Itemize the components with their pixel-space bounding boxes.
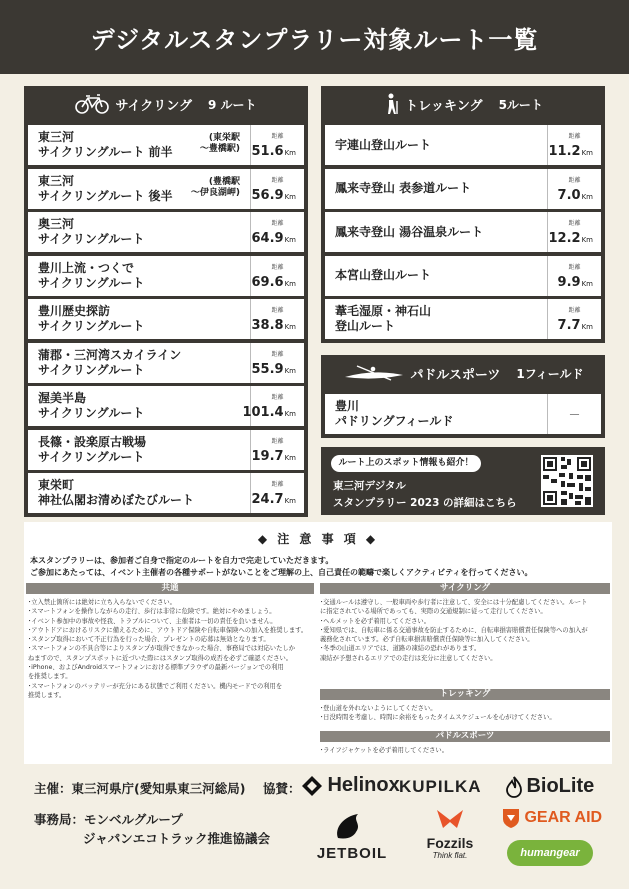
gearaid-logo: GEAR AID bbox=[502, 807, 602, 829]
distance-unit: Km bbox=[581, 192, 593, 201]
distance-label: 距離 bbox=[271, 307, 284, 314]
route-name-line-1: 葦毛湿原・神石山 bbox=[335, 304, 432, 318]
notice-item: ･iPhone、およびAndroidスマートフォンにおける標準ブラウザの最新バージョンでの利用 bbox=[28, 664, 284, 672]
cycling-notice-heading: サイクリング bbox=[320, 583, 610, 594]
route-name-line-1: 蒲郡・三河湾スカイライン bbox=[38, 347, 182, 362]
distance-number: 55.9 bbox=[251, 361, 284, 377]
distance-label: 距離 bbox=[568, 220, 581, 227]
route-row[interactable] bbox=[28, 169, 304, 209]
distance-label: 距離 bbox=[271, 220, 284, 227]
distance-value bbox=[549, 231, 594, 246]
route-name bbox=[325, 399, 453, 429]
notice-item: を推奨します。 bbox=[28, 673, 72, 681]
distance-label: 距離 bbox=[568, 133, 581, 140]
route-section-from: (豊橋駅 bbox=[208, 176, 240, 187]
page-header bbox=[0, 0, 629, 74]
distance-value bbox=[252, 318, 297, 333]
distance-cell bbox=[250, 473, 304, 513]
route-name-line-1: 渥美半島 bbox=[38, 391, 87, 405]
distance-cell bbox=[250, 212, 304, 252]
distance-label: 距離 bbox=[271, 394, 284, 401]
distance-number: 7.7 bbox=[557, 318, 581, 333]
route-row[interactable] bbox=[325, 394, 601, 434]
helinox-mark-icon bbox=[301, 775, 323, 797]
distance-number: 51.6 bbox=[251, 144, 284, 159]
distance-cell bbox=[547, 169, 601, 209]
notice-item: ･スマートフォンの不具合等によりスタンプが取得できなかった場合、事務局では対応いたしか bbox=[28, 645, 295, 653]
distance-number: 69.6 bbox=[251, 274, 284, 290]
route-row[interactable] bbox=[28, 212, 304, 252]
trekking-header bbox=[321, 86, 605, 122]
route-row[interactable] bbox=[28, 125, 304, 165]
route-row[interactable] bbox=[28, 386, 304, 426]
common-list bbox=[28, 598, 314, 700]
route-section-to: ～豊橋駅) bbox=[199, 144, 240, 154]
route-name-line-1: 東栄町 bbox=[38, 478, 75, 492]
route-name bbox=[325, 225, 483, 240]
distance-label: 距離 bbox=[271, 350, 284, 358]
distance-value bbox=[558, 188, 593, 203]
distance-unit: Km bbox=[284, 410, 296, 418]
route-name bbox=[325, 181, 471, 196]
cycling-notice-list bbox=[320, 598, 610, 663]
route-name bbox=[28, 435, 146, 465]
distance-number: 19.7 bbox=[251, 448, 284, 464]
distance-label: 距離 bbox=[568, 176, 581, 184]
distance-number: 64.9 bbox=[251, 231, 284, 246]
notice-item: ねますので、スタンプスポットに近づいた際にはスタンプ取得の成否を必ずご確認ください。 bbox=[28, 654, 293, 662]
distance-unit: Km bbox=[581, 323, 593, 331]
route-name-line-2: 神社仏閣お清めぼたびルート bbox=[38, 493, 195, 507]
distance-unit: Km bbox=[284, 279, 296, 288]
distance-unit: Km bbox=[284, 366, 296, 375]
distance-label: 距離 bbox=[271, 176, 284, 184]
distance-unit: Km bbox=[284, 192, 296, 201]
jetboil-flame-icon bbox=[332, 812, 372, 840]
route-section-from: (東栄駅 bbox=[208, 133, 240, 143]
distance-value bbox=[252, 231, 297, 246]
jetboil-logo: JETBOIL bbox=[302, 812, 402, 862]
route-name-line-1: 東三河 bbox=[38, 173, 75, 188]
distance-value bbox=[252, 362, 297, 377]
distance-cell bbox=[547, 125, 601, 165]
route-name bbox=[28, 130, 173, 160]
distance-label: 距離 bbox=[271, 437, 284, 445]
notice-item: 義務化されています。必ず自転車損害賠償責任保険等に加入してください。 bbox=[320, 636, 534, 644]
route-name-line-1: 東三河 bbox=[38, 130, 75, 144]
distance-value bbox=[252, 449, 297, 464]
route-name bbox=[28, 478, 194, 508]
notice-intro-2: ご参加にあたっては、イベント主催者の各種サポートがないことをご理解の上、自己責任の範疇で楽しくアクティビティを行ってください。 bbox=[30, 568, 533, 577]
office-line-2: ジャパンエコトラック推進協議会 bbox=[83, 831, 271, 846]
distance-value bbox=[558, 318, 593, 333]
trekking-route-list bbox=[321, 121, 605, 343]
distance-number: 56.9 bbox=[251, 187, 284, 203]
route-name-line-2: 登山ルート bbox=[335, 319, 396, 333]
distance-number: 24.7 bbox=[251, 492, 284, 507]
distance-unit: Km bbox=[284, 453, 296, 462]
promo-badge: ルート上のスポット情報も紹介！ bbox=[331, 455, 481, 472]
distance-value bbox=[549, 144, 594, 159]
qr-code-icon[interactable] bbox=[541, 455, 593, 507]
hiker-icon bbox=[383, 93, 399, 115]
paddle-count: 1フィールド bbox=[516, 366, 584, 381]
route-section bbox=[200, 133, 240, 155]
cycling-count: 9 ルート bbox=[208, 97, 257, 112]
notice-item: 推奨します。 bbox=[28, 691, 66, 699]
route-name-line-1: 奥三河 bbox=[38, 217, 75, 231]
helinox-logo: Helinox bbox=[301, 774, 400, 797]
route-name-line-2: パドリングフィールド bbox=[335, 414, 454, 428]
cycling-title: サイクリング bbox=[115, 98, 193, 114]
route-name-line-1: 長篠・設楽原古戦場 bbox=[38, 434, 147, 449]
distance-cell bbox=[242, 386, 304, 426]
notice-item: ･イベント参加中の事故や怪我、トラブルについて、主催者は一切の責任を負いません。 bbox=[28, 617, 277, 625]
distance-cell bbox=[547, 212, 601, 252]
notice-intro-1: 本スタンプラリーは、参加者ご自身で指定のルートを自力で完走していただきます。 bbox=[30, 556, 334, 565]
notice-item: ･愛知県では、自転車に係る交通事故を防止するために、自転車損害賠償責任保険等への加入が bbox=[320, 626, 588, 634]
distance-value bbox=[558, 275, 593, 290]
route-name bbox=[28, 174, 173, 204]
notice-item: に指定されている場所であっても、実際の交通規制に従って走行してください。 bbox=[320, 608, 547, 616]
distance-cell bbox=[250, 299, 304, 339]
distance-label: 距離 bbox=[568, 263, 581, 271]
distance-number: 38.8 bbox=[251, 318, 284, 333]
distance-cell bbox=[250, 430, 304, 470]
biolite-logo: BioLite bbox=[506, 775, 594, 798]
distance-label: 距離 bbox=[271, 481, 284, 488]
route-name-line-2: サイクリングルート bbox=[38, 319, 145, 333]
distance-unit: Km bbox=[284, 149, 296, 157]
distance-cell bbox=[547, 394, 601, 434]
organizer-label: 主催：東三河県庁(愛知県東三河総局) bbox=[34, 781, 246, 796]
route-row[interactable] bbox=[28, 473, 304, 513]
notice-item: ･登山道を外れないようにしてください。 bbox=[320, 705, 437, 712]
paddle-notice-list bbox=[320, 746, 610, 755]
paddle-header bbox=[321, 355, 605, 391]
route-row[interactable] bbox=[325, 212, 601, 252]
route-name bbox=[28, 304, 144, 334]
distance-unit: Km bbox=[284, 236, 296, 244]
notice-item: ･ヘルメットを必ず着用してください。 bbox=[320, 617, 431, 625]
paddle-notice-heading: パドルスポーツ bbox=[320, 731, 610, 742]
notice-item: ･立入禁止箇所には絶対に立ち入らないでください。 bbox=[28, 599, 176, 606]
route-row[interactable] bbox=[28, 256, 304, 296]
route-name-line-2: サイクリングルート bbox=[38, 406, 145, 420]
cycling-route-list bbox=[24, 121, 308, 517]
route-name-line-1: 本宮山登山ルート bbox=[335, 268, 432, 282]
distance-unit: Km bbox=[284, 323, 296, 331]
fozzils-logo: Fozzils Think flat. bbox=[420, 808, 480, 860]
route-section bbox=[191, 177, 240, 199]
route-name-line-1: 鳳来寺登山 湯谷温泉ルート bbox=[335, 224, 484, 239]
notice-item: ･日没時間を考慮し、時間に余裕をもったタイムスケジュールを心がけてください。 bbox=[320, 714, 556, 722]
route-name-line-2: サイクリングルート bbox=[38, 275, 145, 290]
distance-unit: Km bbox=[284, 497, 296, 505]
notice-item: ･スタンプ取得において不正行為を行った場合、プレゼントの応募は無効となります。 bbox=[28, 636, 270, 644]
distance-unit: Km bbox=[581, 149, 593, 157]
office-label: 事務局：モンベルグループ bbox=[34, 812, 183, 827]
notice-item: ･アウトドアにおけるリスクに備えるために、アウトドア保険や自転車保険への加入を推奨します。 bbox=[28, 626, 308, 634]
route-row[interactable] bbox=[325, 169, 601, 209]
distance-cell bbox=[250, 169, 304, 209]
paddle-title: パドルスポーツ bbox=[410, 367, 501, 383]
trekking-notice-heading: トレッキング bbox=[320, 689, 610, 700]
distance-cell bbox=[250, 343, 304, 383]
distance-value bbox=[242, 405, 296, 420]
route-name-line-2: サイクリングルート bbox=[38, 362, 145, 377]
route-row[interactable] bbox=[325, 299, 601, 339]
distance-cell bbox=[250, 256, 304, 296]
route-name bbox=[325, 268, 431, 283]
route-row[interactable] bbox=[325, 125, 601, 165]
distance-value: － bbox=[568, 407, 581, 422]
promo-box[interactable] bbox=[321, 447, 605, 515]
route-row[interactable] bbox=[28, 430, 304, 470]
route-name-line-2: サイクリングルート bbox=[38, 449, 145, 464]
route-name-line-2: サイクリングルート 前半 bbox=[38, 145, 173, 159]
distance-number: 7.0 bbox=[557, 187, 581, 203]
shield-icon bbox=[502, 807, 520, 829]
distance-value bbox=[252, 492, 297, 507]
route-name bbox=[28, 217, 144, 247]
distance-cell bbox=[547, 299, 601, 339]
distance-label: 距離 bbox=[271, 133, 284, 140]
route-row[interactable] bbox=[325, 256, 601, 296]
route-name-line-2: サイクリングルート 後半 bbox=[38, 188, 173, 203]
fozzils-fox-icon bbox=[435, 808, 465, 830]
notice-item: ･スマートフォンのバッテリーが充分にある状態でご利用ください。機内モードでの利用を bbox=[28, 682, 283, 690]
route-name-line-1: 豊川歴史探訪 bbox=[38, 304, 111, 318]
trekking-count: 5ルート bbox=[498, 97, 543, 112]
distance-cell bbox=[250, 125, 304, 165]
route-name-line-1: 豊川 bbox=[335, 399, 360, 413]
promo-line-2: スタンプラリー 2023 の詳細はこちら bbox=[333, 497, 517, 509]
page-title: デジタルスタンプラリー対象ルート一覧 bbox=[90, 26, 539, 54]
cycling-header bbox=[24, 86, 308, 122]
bicycle-icon bbox=[75, 94, 109, 114]
kupilka-logo: KUPILKA bbox=[399, 777, 482, 796]
route-section-to: ～伊良湖岬) bbox=[190, 187, 240, 198]
notice-item: 凍結が予想されるエリアでの走行は充分に注意してください。 bbox=[320, 654, 497, 662]
route-name bbox=[325, 304, 431, 334]
distance-number: 11.2 bbox=[548, 144, 581, 159]
distance-cell bbox=[547, 256, 601, 296]
route-row[interactable] bbox=[28, 299, 304, 339]
route-name bbox=[28, 348, 181, 378]
route-row[interactable] bbox=[28, 343, 304, 383]
trekking-title: トレッキング bbox=[405, 98, 483, 114]
distance-unit: Km bbox=[581, 236, 593, 244]
kayak-icon bbox=[343, 363, 405, 383]
promo-line-1: 東三河デジタル bbox=[333, 480, 406, 492]
distance-value bbox=[252, 188, 297, 203]
distance-value bbox=[252, 144, 297, 159]
notice-item: ･交通ルールは遵守し、一般車両や歩行者に注意して、安全には十分配慮してください。ルート bbox=[320, 599, 588, 606]
route-name-line-1: 鳳来寺登山 表参道ルート bbox=[335, 181, 472, 195]
trekking-notice-list bbox=[320, 704, 610, 723]
distance-label: 距離 bbox=[271, 263, 284, 271]
notice-item: ･スマートフォンを操作しながらの走行、歩行は非常に危険です。絶対にやめましょう。 bbox=[28, 608, 276, 616]
distance-value bbox=[252, 275, 297, 290]
notice-section bbox=[24, 522, 612, 764]
distance-number: 101.4 bbox=[242, 405, 284, 420]
paddle-route-list bbox=[321, 390, 605, 438]
route-name-line-1: 宇連山登山ルート bbox=[335, 137, 432, 152]
route-name-line-1: 豊川上流・つくで bbox=[38, 260, 135, 275]
route-name bbox=[325, 138, 431, 153]
route-name-line-2: サイクリングルート bbox=[38, 232, 145, 246]
notice-title: ◆ 注 意 事 項 ◆ bbox=[257, 532, 379, 546]
notice-item: ･ライフジャケットを必ず着用してください。 bbox=[320, 747, 449, 754]
notice-item: ･冬季の山道エリアでは、道路の凍結の恐れがあります。 bbox=[320, 645, 481, 653]
distance-unit: Km bbox=[581, 279, 593, 288]
flame-icon bbox=[506, 776, 522, 798]
common-heading: 共通 bbox=[26, 583, 314, 594]
sponsor-label: 協賛： bbox=[263, 781, 301, 796]
humangear-logo: humangear bbox=[507, 840, 593, 866]
route-name bbox=[28, 261, 144, 291]
distance-number: 9.9 bbox=[557, 274, 581, 290]
route-name bbox=[28, 391, 144, 421]
distance-number: 12.2 bbox=[548, 231, 581, 246]
distance-label: 距離 bbox=[568, 307, 581, 314]
